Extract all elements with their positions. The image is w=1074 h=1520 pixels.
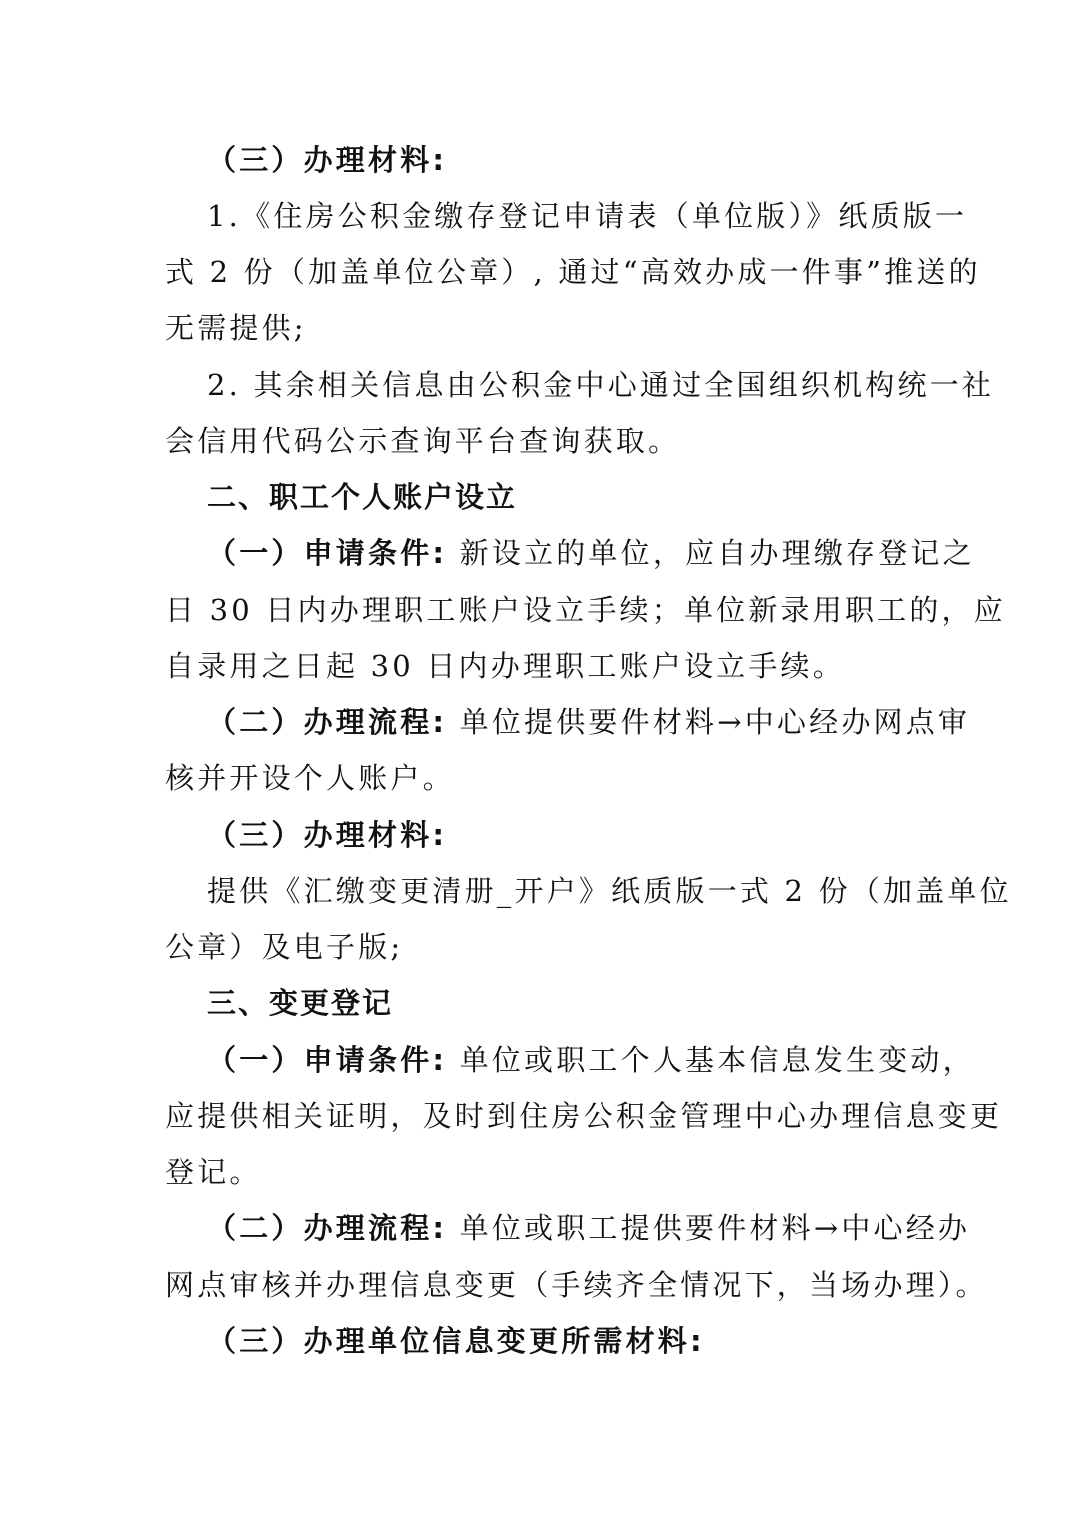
paragraph-line: 1.《住房公积金缴存登记申请表（单位版）》纸质版一 xyxy=(207,199,968,233)
paragraph-line: 应提供相关证明，及时到住房公积金管理中心办理信息变更 xyxy=(165,1099,1003,1133)
chapter-heading-change-registration: 三、变更登记 xyxy=(207,986,394,1020)
paragraph-line: 式 2 份（加盖单位公章）, 通过“高效办成一件事”推送的 xyxy=(165,255,981,289)
subheading-process: （二）办理流程: xyxy=(207,705,448,739)
paragraph-line xyxy=(207,702,971,742)
paragraph-text: 单位或职工个人基本信息发生变动， xyxy=(447,1043,975,1077)
subheading-conditions: （一）申请条件: xyxy=(207,536,448,570)
paragraph-text: 新设立的单位，应自办理缴存登记之 xyxy=(447,536,975,570)
paragraph-line xyxy=(207,533,975,573)
paragraph-line: 自录用之日起 30 日内办理职工账户设立手续。 xyxy=(165,649,845,683)
paragraph-text: 单位提供要件材料→中心经办网点审 xyxy=(447,705,971,739)
chapter-heading-account-setup: 二、职工个人账户设立 xyxy=(207,480,518,514)
section-heading-materials: （三）办理材料: xyxy=(207,143,448,177)
paragraph-line: 登记。 xyxy=(165,1155,262,1189)
paragraph-line: 提供《汇缴变更清册_开户》纸质版一式 2 份（加盖单位 xyxy=(207,874,1012,908)
paragraph-line: 2. 其余相关信息由公积金中心通过全国组织机构统一社 xyxy=(207,368,995,402)
paragraph-line: 日 30 日内办理职工账户设立手续；单位新录用职工的，应 xyxy=(165,593,1006,627)
paragraph-line: 网点审核并办理信息变更（手续齐全情况下，当场办理）。 xyxy=(165,1268,988,1302)
subheading-process: （二）办理流程: xyxy=(207,1211,448,1245)
subheading-unit-change-materials: （三）办理单位信息变更所需材料: xyxy=(207,1324,705,1358)
paragraph-line xyxy=(207,1208,971,1248)
paragraph-line: 会信用代码公示查询平台查询获取。 xyxy=(165,424,681,458)
paragraph-line xyxy=(207,1040,975,1080)
paragraph-line: 核并开设个人账户。 xyxy=(165,761,455,795)
subheading-materials: （三）办理材料: xyxy=(207,818,448,852)
paragraph-line: 公章）及电子版; xyxy=(165,930,404,964)
paragraph-line: 无需提供; xyxy=(165,311,307,345)
subheading-conditions: （一）申请条件: xyxy=(207,1043,448,1077)
paragraph-text: 单位或职工提供要件材料→中心经办 xyxy=(447,1211,971,1245)
